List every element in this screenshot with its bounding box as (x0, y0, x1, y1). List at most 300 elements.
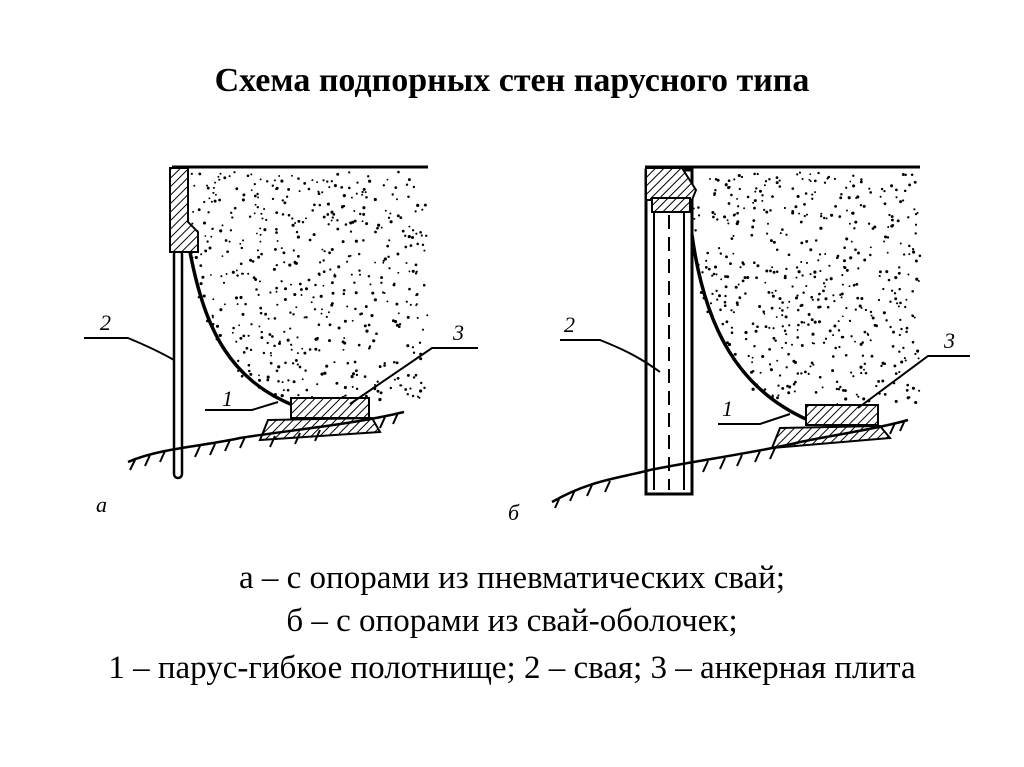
soil-dot (811, 333, 814, 336)
soil-dot (279, 341, 281, 343)
soil-dot (863, 205, 866, 208)
soil-dot (818, 320, 821, 323)
soil-dot (232, 271, 235, 274)
soil-dot (893, 364, 896, 367)
soil-dot (365, 191, 367, 193)
soil-dot (312, 296, 314, 298)
soil-dot (785, 234, 787, 236)
soil-dot (839, 196, 842, 199)
soil-dot (377, 381, 379, 383)
soil-dot (883, 241, 885, 243)
soil-dot (908, 253, 910, 255)
soil-dot (819, 253, 821, 255)
soil-dot (235, 187, 238, 190)
soil-dot (842, 389, 845, 392)
soil-dot (371, 292, 374, 295)
soil-dot (326, 316, 328, 318)
label-2-b: 2 (564, 312, 575, 337)
soil-dot (731, 237, 734, 240)
soil-dot (271, 335, 274, 338)
soil-dot (877, 380, 880, 383)
soil-dot (771, 307, 774, 310)
soil-dot (352, 320, 354, 322)
soil-dot (210, 274, 212, 276)
soil-dot (287, 389, 290, 392)
soil-dot (864, 363, 866, 365)
soil-dot (297, 255, 300, 258)
soil-dot (720, 252, 722, 254)
soil-dot (321, 249, 323, 251)
caption-line-b: б – с опорами из свай-оболочек; (286, 603, 738, 639)
soil-dot (898, 305, 900, 307)
soil-dot (383, 292, 385, 294)
soil-dot (908, 245, 911, 248)
soil-dot (396, 361, 399, 364)
leader-1-a (205, 402, 278, 410)
soil-dot (860, 204, 862, 206)
soil-dot (884, 393, 887, 396)
soil-dot (736, 212, 739, 215)
soil-dot (875, 385, 877, 387)
soil-dot (887, 236, 890, 239)
soil-dot (219, 334, 222, 337)
soil-dot (888, 279, 891, 282)
soil-dot (229, 175, 231, 177)
soil-dot (258, 379, 261, 382)
soil-dot (860, 297, 863, 300)
soil-dot (825, 279, 827, 281)
soil-dot (239, 296, 242, 299)
soil-dot (911, 173, 914, 176)
soil-dot (208, 246, 211, 249)
soil-dot (365, 330, 368, 333)
soil-dot (852, 375, 854, 377)
soil-dot (869, 191, 872, 194)
soil-dot (862, 355, 864, 357)
soil-dot (413, 186, 415, 188)
soil-dot (355, 291, 358, 294)
soil-dot (781, 314, 783, 316)
soil-dot (328, 223, 330, 225)
soil-dot (808, 373, 810, 375)
soil-dot (304, 369, 306, 371)
soil-dot (794, 361, 797, 364)
soil-dot (375, 332, 378, 335)
soil-dot (830, 277, 833, 280)
soil-dot (419, 389, 422, 392)
soil-dot (904, 357, 906, 359)
soil-dot (794, 381, 797, 384)
soil-dot (811, 318, 814, 321)
soil-dot (272, 185, 274, 187)
soil-dot (254, 195, 257, 198)
soil-dot (713, 192, 716, 195)
soil-dot (399, 384, 401, 386)
soil-dot (241, 273, 243, 275)
soil-dot (917, 212, 919, 214)
soil-dot (258, 325, 260, 327)
soil-dot (795, 296, 798, 299)
soil-dot (862, 397, 865, 400)
soil-dot (370, 283, 372, 285)
soil-dot (361, 194, 363, 196)
soil-dot (237, 360, 239, 362)
soil-dot (769, 363, 771, 365)
soil-dot (804, 215, 806, 217)
soil-dot (334, 273, 336, 275)
soil-dot (754, 199, 757, 202)
soil-dot (367, 175, 369, 177)
soil-dot (879, 275, 881, 277)
soil-dot (839, 386, 841, 388)
soil-dot (270, 352, 272, 354)
soil-dot (785, 315, 788, 318)
soil-dot (293, 380, 296, 383)
soil-dot (287, 339, 290, 342)
soil-dot (775, 290, 777, 292)
soil-dot (744, 331, 747, 334)
soil-dot (300, 288, 303, 291)
soil-dot (379, 365, 382, 368)
soil-dot (882, 288, 884, 290)
soil-fill-b (690, 168, 920, 420)
soil-dot (808, 313, 811, 316)
soil-dot (797, 372, 800, 375)
soil-dot (319, 204, 322, 207)
soil-dot (727, 219, 729, 221)
soil-dot (424, 204, 427, 207)
soil-dot (336, 219, 338, 221)
soil-dot (302, 378, 304, 380)
soil-dot (305, 389, 308, 392)
soil-dot (727, 222, 729, 224)
soil-dot (425, 235, 427, 237)
soil-dot (751, 361, 753, 363)
soil-dot (368, 275, 371, 278)
soil-dot (914, 181, 917, 184)
soil-dot (343, 205, 345, 207)
soil-dot (750, 234, 753, 237)
soil-dot (212, 192, 214, 194)
soil-dot (328, 186, 330, 188)
soil-dot (404, 388, 407, 391)
soil-dot (763, 313, 765, 315)
soil-dot (343, 194, 346, 197)
soil-dot (894, 276, 897, 279)
soil-dot (841, 274, 843, 276)
soil-dot (857, 396, 859, 398)
soil-dot (380, 276, 383, 279)
soil-dot (763, 209, 765, 211)
soil-dot (378, 398, 381, 401)
soil-dot (850, 335, 852, 337)
soil-dot (299, 283, 302, 286)
soil-dot (903, 253, 905, 255)
soil-dot (382, 262, 384, 264)
soil-dot (919, 255, 922, 258)
page-title: Схема подпорных стен парусного типа (214, 62, 810, 99)
soil-dot (352, 386, 354, 388)
soil-dot (838, 320, 840, 322)
soil-dot (264, 313, 267, 316)
soil-dot (868, 188, 870, 190)
soil-dot (390, 387, 392, 389)
soil-dot (220, 275, 222, 277)
soil-dot (770, 368, 773, 371)
soil-dot (417, 317, 419, 319)
soil-dot (355, 240, 358, 243)
soil-dot (426, 314, 428, 316)
soil-dot (303, 352, 306, 355)
soil-dot (239, 337, 242, 340)
soil-dot (211, 201, 213, 203)
soil-dot (801, 274, 803, 276)
soil-dot (404, 235, 406, 237)
soil-dot (356, 374, 358, 376)
soil-dot (761, 194, 763, 196)
soil-dot (259, 227, 261, 229)
soil-dot (392, 193, 394, 195)
soil-dot (823, 282, 825, 284)
soil-dot (331, 292, 334, 295)
soil-dot (912, 387, 915, 390)
soil-dot (863, 259, 866, 262)
soil-dot (822, 386, 824, 388)
soil-dot (248, 370, 251, 373)
soil-dot (230, 229, 232, 231)
soil-dot (214, 200, 217, 203)
soil-dot (860, 180, 863, 183)
soil-dot (743, 207, 745, 209)
soil-dot (916, 350, 919, 353)
soil-dot (397, 171, 400, 174)
soil-dot (915, 278, 918, 281)
soil-dot (342, 240, 345, 243)
soil-dot (368, 180, 371, 183)
soil-dot (272, 198, 274, 200)
soil-dot (418, 397, 420, 399)
soil-dot (234, 207, 237, 210)
soil-dot (745, 338, 747, 340)
soil-dot (408, 226, 410, 228)
soil-dot (832, 294, 834, 296)
soil-dot (335, 382, 338, 385)
soil-dot (727, 186, 730, 189)
soil-dot (787, 307, 789, 309)
soil-dot (850, 372, 852, 374)
soil-dot (784, 207, 786, 209)
soil-dot (282, 381, 284, 383)
soil-dot (736, 303, 739, 306)
soil-dot (278, 175, 280, 177)
soil-dot (846, 269, 849, 272)
soil-dot (739, 188, 741, 190)
soil-dot (819, 376, 822, 379)
soil-dot (918, 280, 920, 282)
soil-dot (260, 253, 263, 256)
soil-dot (242, 198, 245, 201)
anchor-plate-b (806, 405, 878, 425)
soil-dot (906, 389, 909, 392)
soil-dot (319, 261, 321, 263)
soil-dot (410, 244, 413, 247)
pile-cap-b (652, 198, 690, 212)
soil-dot (374, 298, 377, 301)
soil-dot (902, 199, 904, 201)
soil-dot (348, 171, 350, 173)
soil-dot (343, 293, 346, 296)
soil-dot (276, 304, 278, 306)
soil-dot (728, 179, 731, 182)
soil-dot (238, 324, 240, 326)
soil-dot (321, 308, 323, 310)
soil-dot (852, 184, 855, 187)
soil-dot (294, 222, 296, 224)
soil-dot (406, 301, 408, 303)
soil-dot (267, 342, 269, 344)
soil-dot (708, 268, 711, 271)
soil-dot (739, 266, 741, 268)
soil-dot (266, 378, 269, 381)
soil-dot (827, 306, 830, 309)
soil-dot (737, 205, 739, 207)
soil-dot (354, 220, 357, 223)
soil-dot (368, 347, 371, 350)
soil-dot (301, 348, 303, 350)
soil-dot (814, 321, 817, 324)
soil-dot (291, 349, 293, 351)
soil-dot (383, 184, 385, 186)
soil-dot (779, 180, 781, 182)
soil-dot (291, 175, 293, 177)
soil-dot (776, 248, 779, 251)
soil-dot (408, 178, 411, 181)
soil-dot (771, 195, 774, 198)
soil-dot (836, 381, 838, 383)
soil-dot (895, 196, 897, 198)
soil-dot (912, 251, 915, 254)
soil-dot (372, 339, 375, 342)
soil-dot (355, 369, 358, 372)
soil-dot (779, 307, 781, 309)
soil-dot (311, 209, 314, 212)
soil-dot (249, 373, 252, 376)
soil-dot (257, 249, 259, 251)
soil-dot (823, 342, 825, 344)
soil-dot (295, 359, 298, 362)
soil-dot (337, 265, 340, 268)
soil-dot (773, 271, 776, 274)
soil-dot (259, 307, 262, 310)
soil-dot (356, 193, 358, 195)
soil-dot (203, 201, 205, 203)
soil-dot (344, 386, 347, 389)
soil-dot (801, 321, 804, 324)
soil-dot (232, 332, 234, 334)
soil-dot (242, 193, 245, 196)
soil-dot (247, 335, 249, 337)
soil-dot (732, 253, 734, 255)
soil-dot (806, 214, 808, 216)
soil-dot (765, 270, 768, 273)
soil-dot (817, 172, 819, 174)
soil-dot (204, 235, 206, 237)
soil-dot (838, 215, 841, 218)
soil-dot (287, 379, 289, 381)
soil-dot (889, 326, 891, 328)
soil-dot (815, 391, 818, 394)
soil-dot (423, 387, 425, 389)
soil-dot (247, 273, 249, 275)
soil-dot (694, 229, 696, 231)
soil-dot (283, 389, 285, 391)
soil-dot (888, 214, 890, 216)
soil-dot (412, 229, 414, 231)
soil-dot (380, 391, 383, 394)
soil-dot (897, 219, 900, 222)
soil-dot (396, 253, 399, 256)
soil-dot (915, 232, 917, 234)
soil-dot (849, 285, 851, 287)
soil-dot (814, 180, 817, 183)
soil-dot (276, 291, 278, 293)
soil-dot (368, 324, 371, 327)
soil-dot (898, 351, 900, 353)
soil-dot (218, 179, 220, 181)
soil-dot (765, 180, 767, 182)
soil-dot (395, 303, 398, 306)
soil-dot (823, 217, 825, 219)
soil-dot (297, 177, 300, 180)
soil-dot (834, 178, 836, 180)
soil-dot (287, 188, 290, 191)
soil-dot (834, 205, 837, 208)
soil-dot (377, 390, 380, 393)
soil-dot (720, 278, 722, 280)
soil-dot (870, 339, 872, 341)
soil-dot (840, 193, 843, 196)
soil-dot (419, 231, 422, 234)
soil-dot (249, 259, 252, 262)
soil-dot (718, 247, 720, 249)
soil-dot (242, 239, 244, 241)
soil-dot (852, 175, 854, 177)
soil-dot (195, 256, 198, 259)
soil-dot (283, 261, 285, 263)
soil-dot (809, 248, 812, 251)
soil-dot (800, 261, 802, 263)
soil-dot (345, 223, 348, 226)
soil-dot (239, 243, 241, 245)
soil-dot (263, 228, 266, 231)
soil-dot (370, 314, 373, 317)
soil-dot (796, 266, 798, 268)
soil-dot (817, 306, 820, 309)
soil-dot (701, 271, 703, 273)
soil-dot (824, 182, 826, 184)
soil-dot (290, 344, 292, 346)
figure-b (508, 167, 970, 525)
soil-dot (259, 280, 261, 282)
soil-dot (856, 283, 859, 286)
soil-dot (900, 243, 902, 245)
soil-dot (785, 268, 787, 270)
soil-dot (713, 273, 716, 276)
soil-dot (752, 322, 755, 325)
soil-dot (762, 310, 765, 313)
soil-dot (785, 342, 787, 344)
soil-dot (252, 260, 255, 263)
